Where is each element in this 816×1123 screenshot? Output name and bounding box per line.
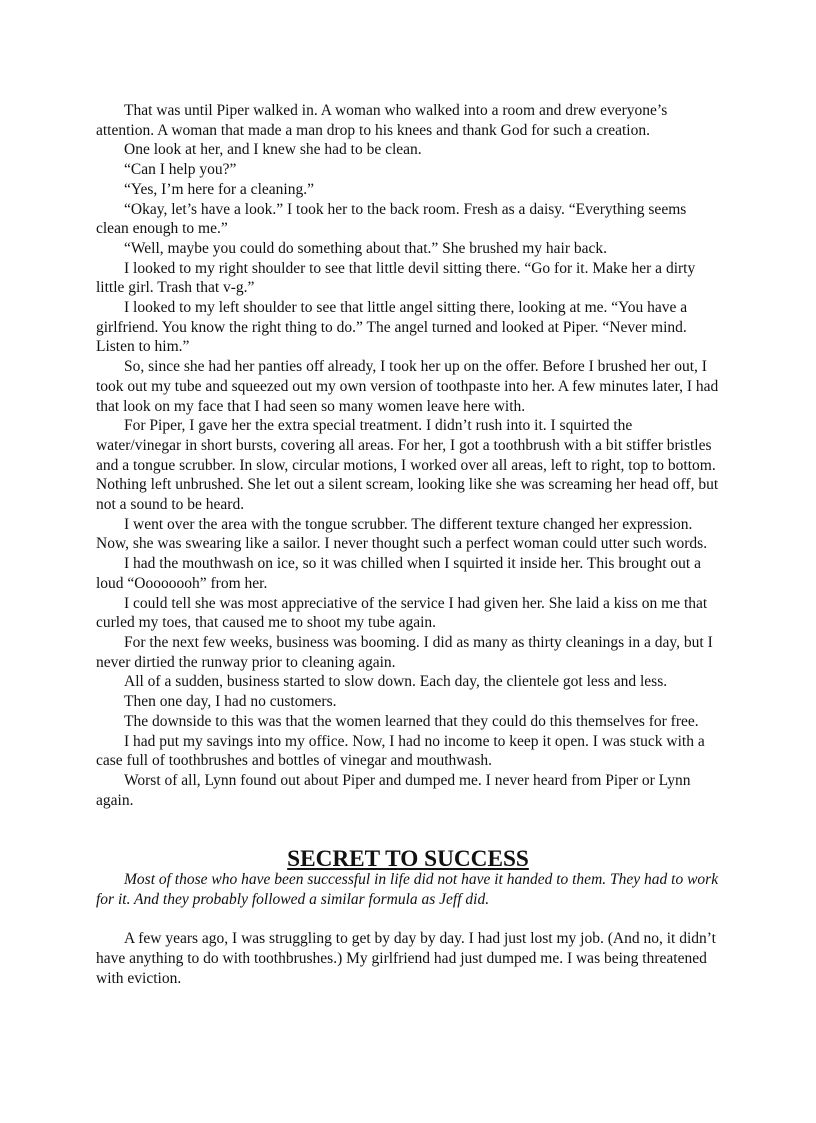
paragraph: I had put my savings into my office. Now, I had no income to keep it open. I was stuck with a case full of toothbrushes and bottles of vinegar and mouthwash. bbox=[96, 732, 705, 770]
paragraph: All of a sudden, business started to slow down. Each day, the clientele got less and less. bbox=[124, 673, 668, 691]
paragraph: “Well, maybe you could do something about that.” She brushed my hair back. bbox=[124, 239, 608, 257]
paragraph: That was until Piper walked in. A woman who walked into a room and drew everyone’s attention. A woman that made a man drop to his knees and thank God for such a creation. bbox=[96, 102, 668, 139]
paragraph: “Yes, I’m here for a cleaning.” bbox=[124, 180, 314, 198]
paragraph: Then one day, I had no customers. bbox=[124, 693, 337, 711]
paragraph: I had the mouthwash on ice, so it was chilled when I squirted it inside her. This brought out a loud “Oooooooh” from her. bbox=[96, 555, 701, 592]
paragraph: I looked to my left shoulder to see that little angel sitting there, looking at me. “You have a girlfriend. You know the right thing to do.” The angel turned and looked at Piper. “Never mind. Listen to him.” bbox=[96, 299, 688, 356]
section-spacer bbox=[96, 810, 720, 850]
next-story-body bbox=[96, 929, 720, 988]
paragraph: I could tell she was most appreciative of the service I had given her. She laid a kiss on me that curled my toes, that caused me to shoot my tube again. bbox=[96, 594, 708, 632]
story-tagline: Most of those who have been successful in life did not have it handed to them. They had to work for it. And they probably followed a similar formula as Jeff did. bbox=[96, 871, 719, 908]
paragraph: Worst of all, Lynn found out about Piper and dumped me. I never heard from Piper or Lynn again. bbox=[96, 771, 691, 809]
paragraph: For Piper, I gave her the extra special treatment. I didn’t rush into it. I squirted the water/vinegar in short bursts, covering all areas. For her, I got a toothbrush with a bit stiffer bristles and a tongue scrubber. In slow, circular motions, I worked over all areas, left to right, top to bottom. Nothing left unbrushed. She let out a silent scream, looking like she was screaming her head off, but not a sound to be heard. bbox=[96, 417, 719, 514]
paragraph: I went over the area with the tongue scrubber. The different texture changed her expression. Now, she was swearing like a sailor. I never thought such a perfect woman could utter such words. bbox=[96, 515, 708, 553]
story-end-body bbox=[96, 101, 720, 810]
paragraph: A few years ago, I was struggling to get by day by day. I had just lost my job. (And no, it didn’t have anything to do with toothbrushes.) My girlfriend had just dumped me. I was being threatened with eviction. bbox=[96, 930, 716, 987]
document-page bbox=[96, 101, 720, 989]
paragraph: One look at her, and I knew she had to be clean. bbox=[124, 141, 422, 159]
paragraph: The downside to this was that the women learned that they could do this themselves for free. bbox=[124, 712, 699, 730]
section-spacer bbox=[96, 909, 720, 929]
paragraph: I looked to my right shoulder to see that little devil sitting there. “Go for it. Make her a dirty little girl. Trash that v-g.” bbox=[96, 259, 696, 297]
paragraph: So, since she had her panties off already, I took her up on the offer. Before I brushed her out, I took out my tube and squeezed out my own version of toothpaste into her. A few minutes later, I had that look on my face that I had seen so many women leave here with. bbox=[96, 358, 719, 415]
paragraph: For the next few weeks, business was booming. I did as many as thirty cleanings in a day, but I never dirtied the runway prior to cleaning again. bbox=[96, 633, 713, 671]
paragraph: “Okay, let’s have a look.” I took her to the back room. Fresh as a daisy. “Everything seems clean enough to me.” bbox=[96, 200, 687, 238]
story-title: SECRET TO SUCCESS bbox=[287, 846, 529, 873]
paragraph: “Can I help you?” bbox=[124, 161, 237, 179]
